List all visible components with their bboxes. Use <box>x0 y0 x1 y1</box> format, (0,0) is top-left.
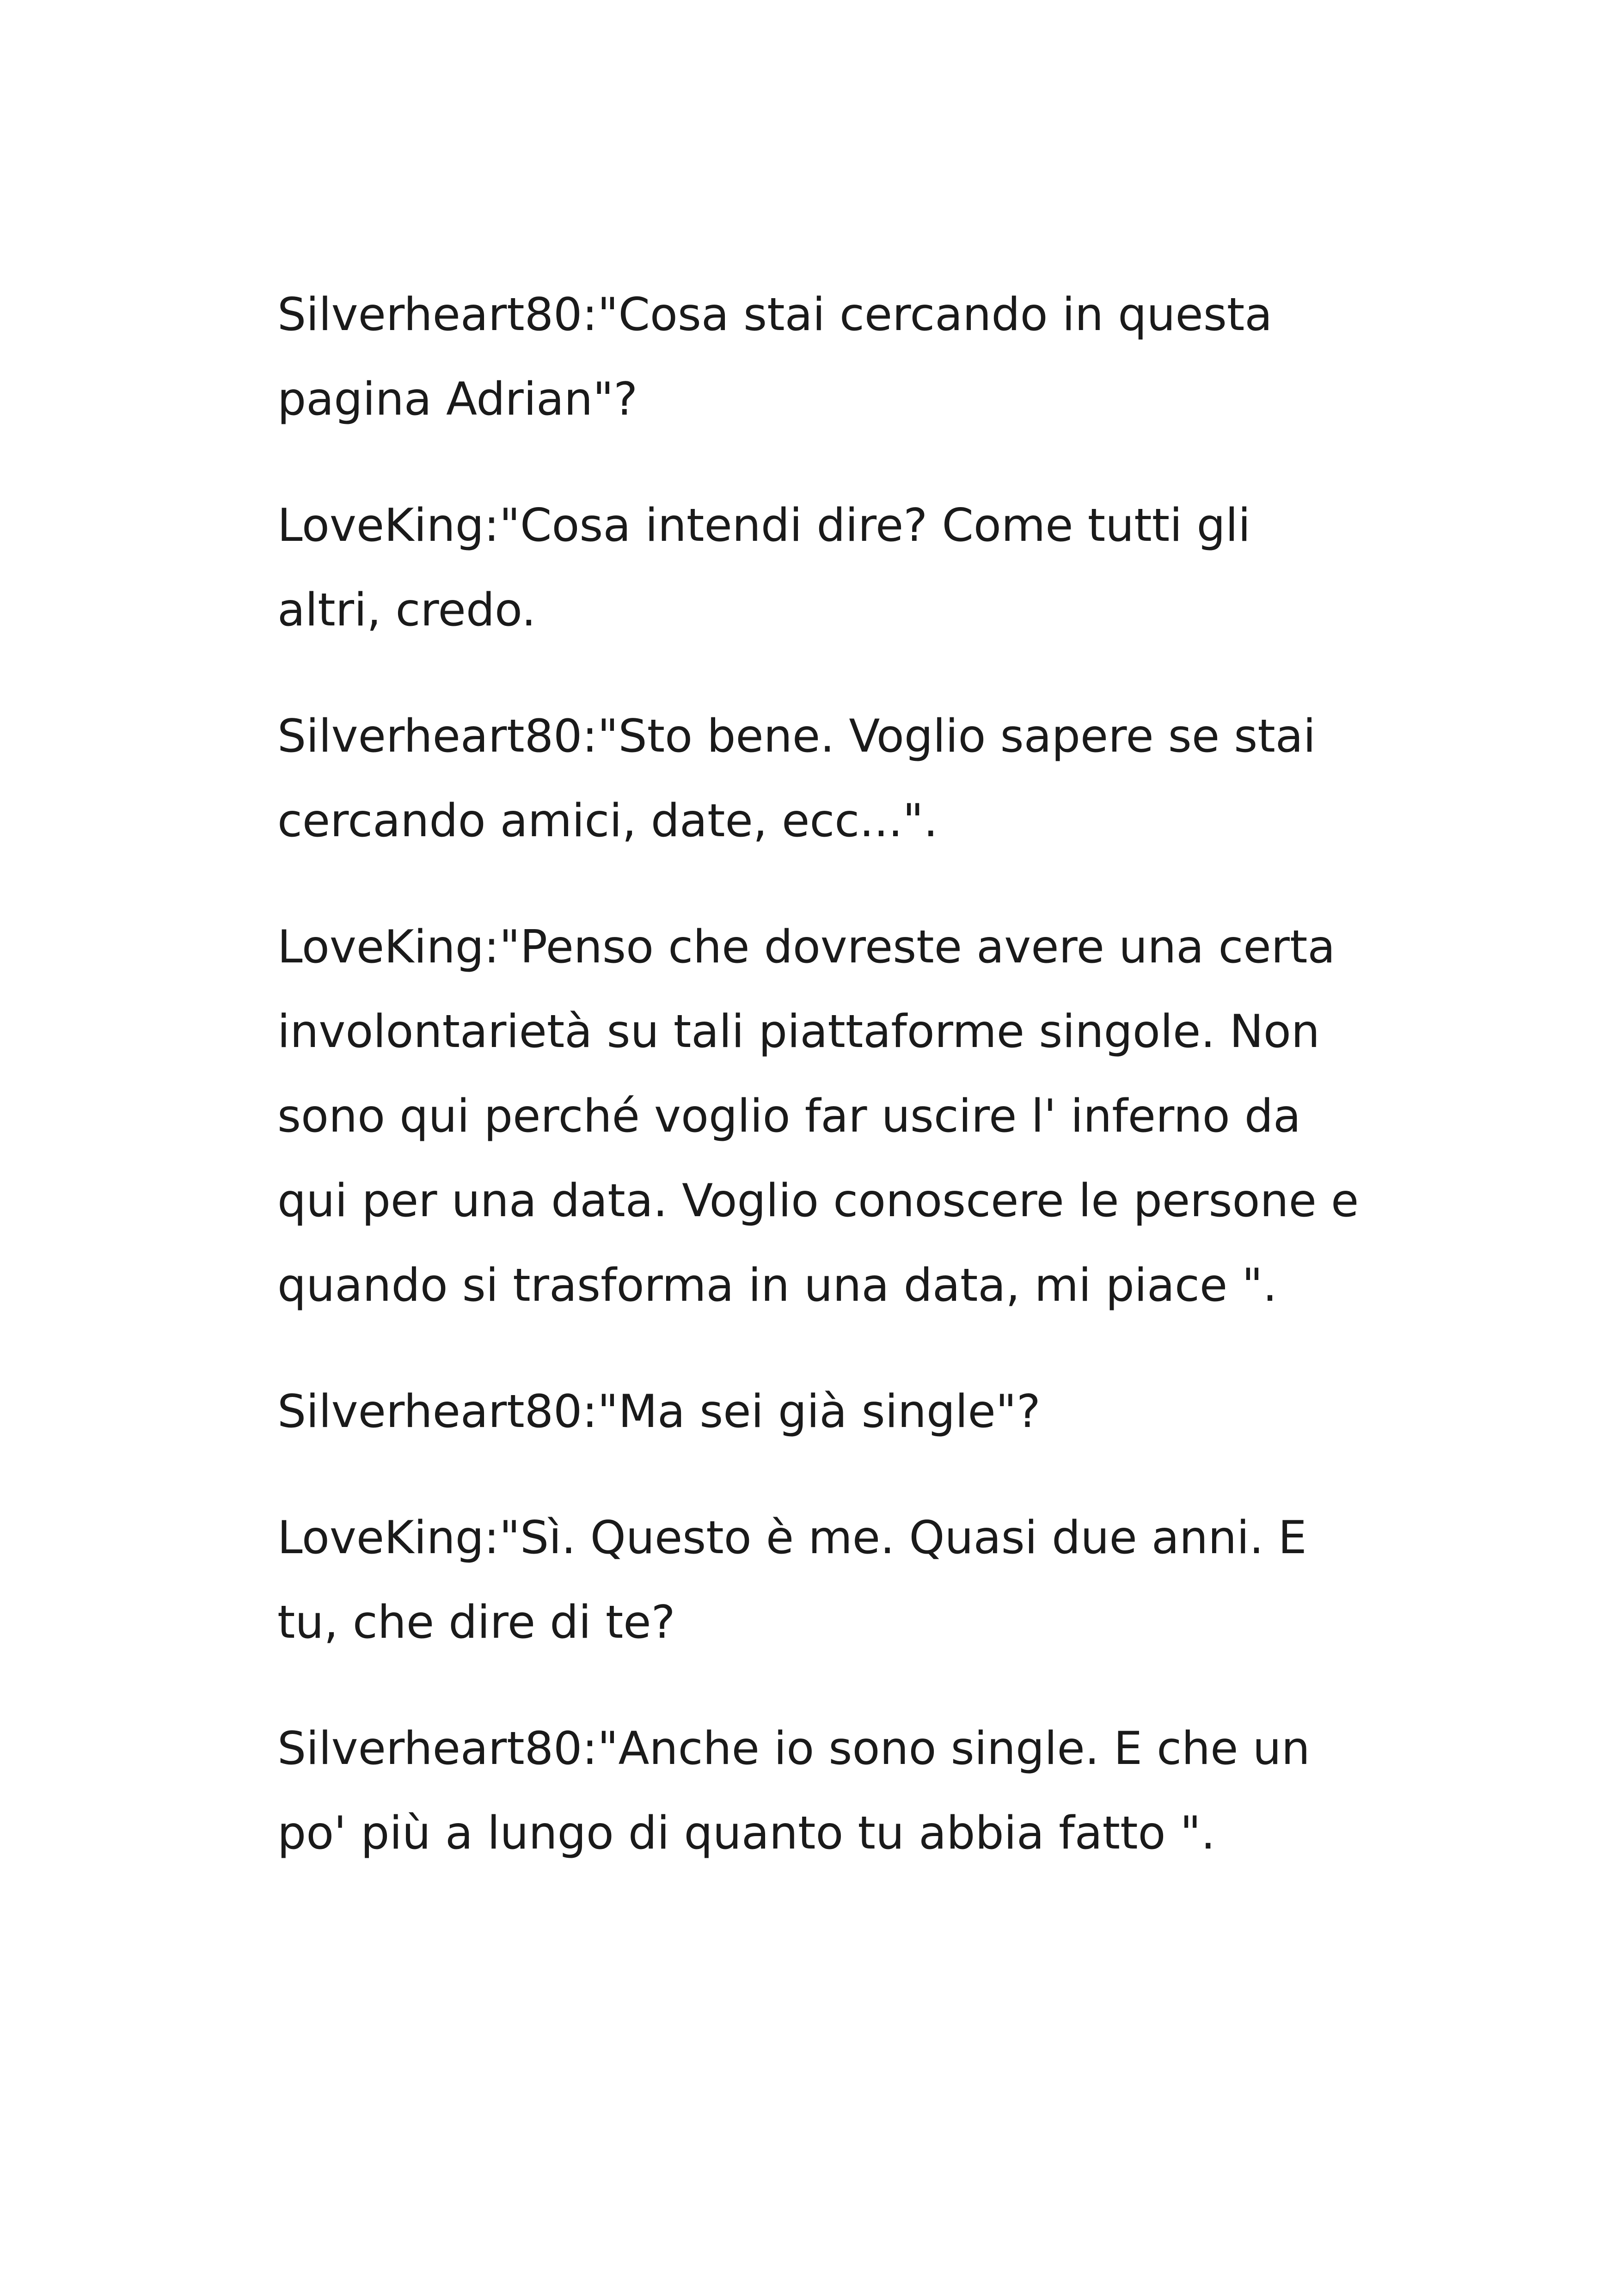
chat-message-paragraph: Silverheart80:"Anche io sono single. E che un po' più a lungo di quanto tu abbia fatto ". <box>277 1722 1310 1860</box>
chat-message-paragraph: Silverheart80:"Ma sei già single"? <box>277 1385 1041 1438</box>
chat-message-paragraph: Silverheart80:"Cosa stai cercando in questa pagina Adrian"? <box>277 288 1273 426</box>
chat-message-paragraph: LoveKing:"Penso che dovreste avere una certa involontarietà su tali piattaforme singole. Non sono qui perché voglio far uscire l' inferno da qui per una data. Voglio conoscere le persone e quando si trasforma in una data, mi piace ". <box>277 921 1359 1312</box>
chat-message-paragraph: LoveKing:"Sì. Questo è me. Quasi due anni. E tu, che dire di te? <box>277 1512 1307 1649</box>
chat-message-paragraph: LoveKing:"Cosa intendi dire? Come tutti gli altri, credo. <box>277 499 1251 637</box>
chat-message-paragraph: Silverheart80:"Sto bene. Voglio sapere se stai cercando amici, date, ecc...". <box>277 710 1316 847</box>
document-body <box>277 273 1364 1917</box>
